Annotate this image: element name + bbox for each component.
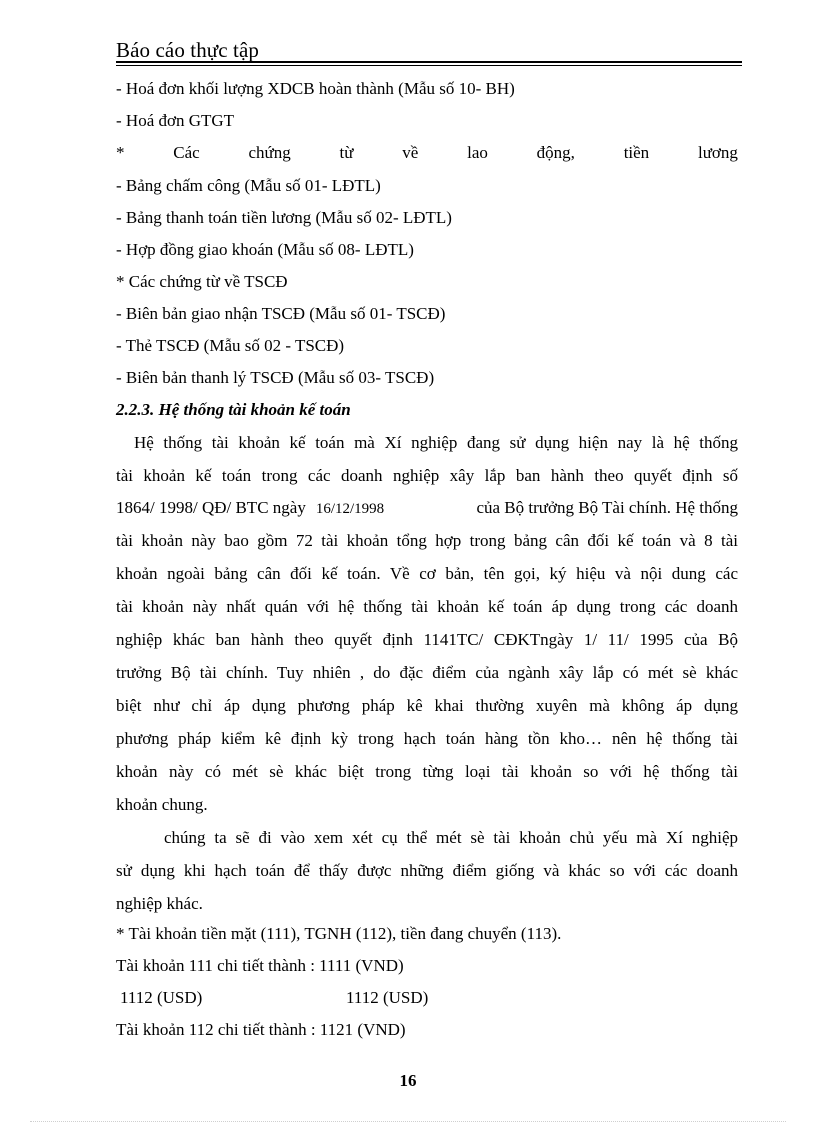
spread-word: chứng: [248, 143, 291, 162]
paragraph-text: chúng ta sẽ đi vào xem xét cụ thể mét sè tài khoản chủ yếu mà Xí nghiệp: [164, 828, 738, 847]
date-text: 16/12/1998: [315, 501, 385, 517]
header-rule-thin: [116, 65, 742, 66]
paragraph-line: [116, 532, 738, 549]
spread-heading-line: [116, 144, 738, 161]
list-item: - Hợp đồng giao khoán (Mẫu số 08- LĐTL): [116, 240, 414, 259]
paragraph-text: trưởng Bộ tài chính. Tuy nhiên , do đặc điểm của ngành xây lắp có mét sè khác: [116, 663, 738, 682]
list-item: * Các chứng từ về TSCĐ: [116, 272, 288, 291]
list-item: - Bảng thanh toán tiền lương (Mẫu số 02- LĐTL): [116, 208, 452, 227]
spread-word: lương: [697, 143, 738, 162]
paragraph-text: tài khoản này bao gồm 72 tài khoản tổng hợp trong bảng cân đối kế toán và 8 tài: [116, 531, 738, 550]
paragraph-line: [116, 565, 738, 582]
paragraph-text: biệt như chỉ áp dụng phương pháp kê khai thường xuyên mà không áp dụng: [116, 696, 738, 715]
paragraph-text: nghiệp khác ban hành theo quyết định 1141TC/ CĐKTngày 1/ 11/ 1995 của Bộ: [116, 630, 738, 649]
paragraph-text: của Bộ trưởng Bộ Tài chính. Hệ thống: [476, 498, 738, 517]
account-line: 1112 (USD): [120, 988, 203, 1007]
list-item: - Biên bản giao nhận TSCĐ (Mẫu số 01- TSCĐ): [116, 304, 446, 323]
list-item: - Hoá đơn khối lượng XDCB hoàn thành (Mẫu số 10- BH): [116, 79, 515, 98]
paragraph-line: [116, 598, 738, 615]
paragraph-line: [116, 730, 738, 747]
page-number: 16: [399, 1071, 417, 1090]
spread-word: *: [116, 143, 125, 162]
account-line: Tài khoản 111 chi tiết thành : 1111 (VND): [116, 956, 404, 975]
account-line: 1112 (USD): [346, 988, 429, 1007]
paragraph-line: [116, 467, 738, 484]
paragraph-text: sử dụng khi hạch toán để thấy được những điểm giống và khác so với các doanh: [116, 861, 738, 880]
paragraph-line: [116, 631, 738, 648]
paragraph-line: [116, 664, 738, 681]
spread-word: động,: [536, 143, 575, 162]
paragraph-text: 1864/ 1998/ QĐ/ BTC ngày: [116, 498, 306, 517]
section-heading: 2.2.3. Hệ thống tài khoản kế toán: [116, 400, 351, 419]
paragraph-line: [134, 434, 738, 451]
spread-word: tiền: [623, 143, 650, 162]
paragraph-line: [116, 763, 738, 780]
list-item: - Thẻ TSCĐ (Mẫu số 02 - TSCĐ): [116, 336, 345, 355]
paragraph-line: [116, 697, 738, 714]
paragraph-line: [116, 499, 738, 516]
footer-divider: [30, 1121, 786, 1122]
paragraph-text: phương pháp kiểm kê định kỳ trong hạch toán hàng tồn kho… nên hệ thống tài: [116, 729, 738, 748]
spread-word: Các: [173, 143, 200, 162]
spread-word: từ: [339, 143, 354, 162]
paragraph-line: [164, 829, 738, 846]
paragraph-text: khoản này có mét sè khác biệt trong từng loại tài khoản so với hệ thống tài: [116, 762, 738, 781]
account-line: * Tài khoản tiền mặt (111), TGNH (112), tiền đang chuyển (113).: [116, 924, 562, 943]
list-item: - Biên bản thanh lý TSCĐ (Mẫu số 03- TSCĐ): [116, 368, 435, 387]
paragraph-text: tài khoản kế toán trong các doanh nghiệp xây lắp ban hành theo quyết định số: [116, 466, 738, 485]
list-item: - Hoá đơn GTGT: [116, 111, 235, 130]
paragraph-text: khoản ngoài bảng cân đối kế toán. Về cơ bản, tên gọi, ký hiệu và nội dung các: [116, 564, 738, 583]
account-line: Tài khoản 112 chi tiết thành : 1121 (VND): [116, 1020, 406, 1039]
paragraph-text: Hệ thống tài khoản kế toán mà Xí nghiệp đang sử dụng hiện nay là hệ thống: [134, 433, 738, 452]
paragraph-text: tài khoản này nhất quán với hệ thống tài khoản kế toán áp dụng trong các doanh: [116, 597, 738, 616]
paragraph-line: khoản chung.: [116, 795, 208, 814]
list-item: - Bảng chấm công (Mẫu số 01- LĐTL): [116, 176, 381, 195]
paragraph-line: nghiệp khác.: [116, 894, 203, 913]
spread-word: về: [402, 143, 419, 162]
header-title: Báo cáo thực tập: [116, 38, 260, 62]
header-rule-thick: [116, 61, 742, 63]
spread-word: lao: [467, 143, 488, 162]
paragraph-line: [116, 862, 738, 879]
